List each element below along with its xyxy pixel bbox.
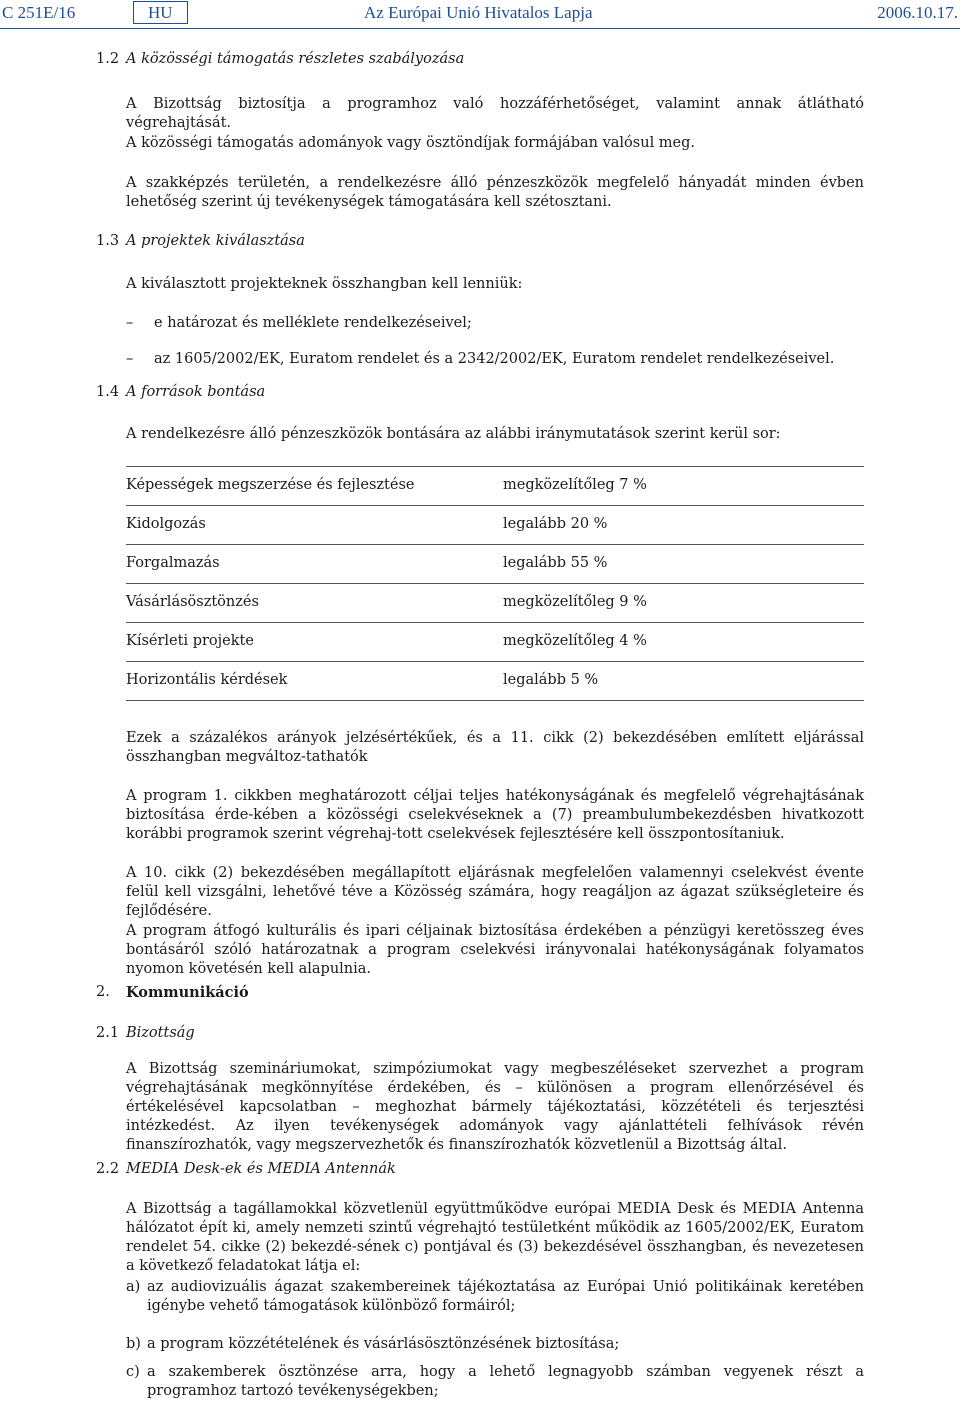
section-title: Bizottság [126,1025,195,1041]
table-row [126,584,864,623]
list-item: a program közzétételének és vásárlásösztönzésének biztosítása; [147,1336,620,1352]
list-item-label: a) [126,1279,141,1295]
language-code-box: HU [133,1,188,24]
paragraph: A kiválasztott projekteknek összhangban kell lenniük: [126,276,523,292]
section-number: 1.2 [96,51,120,67]
list-item: az audiovizuális ágazat szakembereinek tájékoztatása az Európai Unió politikáinak keretében igénybe vehető támogatások különböző formáiról; [147,1279,864,1314]
paragraph: A 10. cikk (2) bekezdésében megállapított eljárásnak megfelelően valamennyi cselekvést évente felül kell vizsgálni, lehetővé téve a Közösség számára, hogy reagáljon az ágazat szükségleteire és fejlődésére. [126,865,864,919]
paragraph: A Bizottság a tagállamokkal közvetlenül együttműködve európai MEDIA Desk és MEDIA Antenna hálózatot épít ki, amely nemzeti szintű végrehajtó testületként működik az 1605/2002/EK, Euratom rendelet 54. cikke (2) bekezdé-sének c) pontjával és (3) bekezdésével összhangban, és nevezetesen a következő feladatokat látja el: [126,1201,864,1274]
table-cell-share: megközelítőleg 7 % [503,477,647,493]
table-cell-share: legalább 5 % [503,672,599,688]
section-number: 2.2 [96,1161,120,1177]
publication-date: 2006.10.17. [877,3,958,22]
table-cell-category: Horizontális kérdések [126,672,288,688]
section-title: A közösségi támogatás részletes szabályozása [126,51,465,67]
paragraph: A Bizottság biztosítja a programhoz való hozzáférhetőséget, valamint annak átlátható végrehajtását. [126,96,864,131]
table-row [126,466,864,506]
list-dash: – [126,351,134,367]
list-item: az 1605/2002/EK, Euratom rendelet és a 2342/2002/EK, Euratom rendelet rendelkezéseivel. [154,351,835,367]
section-number: 1.3 [96,233,120,249]
table-cell-share: legalább 55 % [503,555,608,571]
allocation-table [126,466,864,701]
section-title: MEDIA Desk-ek és MEDIA Antennák [126,1161,396,1177]
table-cell-category: Képességek megszerzése és fejlesztése [126,477,415,493]
journal-reference: C 251E/16 [2,3,76,22]
paragraph: A rendelkezésre álló pénzeszközök bontására az alábbi iránymutatások szerint kerül sor: [126,426,781,442]
table-cell-category: Kísérleti projekte [126,633,254,649]
table-cell-category: Vásárlásösztönzés [126,594,259,610]
paragraph: A program átfogó kulturális és ipari céljainak biztosítása érdekében a pénzügyi keretösszeg éves bontásáról szóló határozatnak a program cselekvési irányvonalai hatékonyságának folyamatos nyomon követésén kell alapulnia. [126,923,864,977]
header-divider [0,28,960,29]
chapter-title: Kommunikáció [126,984,249,1001]
table-row [126,662,864,701]
table-cell-share: legalább 20 % [503,516,608,532]
page-header [0,0,960,30]
table-row [126,623,864,662]
paragraph: Ezek a százalékos arányok jelzésértékűek, és a 11. cikk (2) bekezdésében említett eljárással összhangban megváltoz-tathatók [126,730,864,765]
table-row [126,506,864,545]
table-cell-share: megközelítőleg 9 % [503,594,647,610]
list-item: a szakemberek ösztönzése arra, hogy a lehető legnagyobb számban vegyenek részt a programhoz tartozó tevékenységekben; [147,1364,864,1399]
section-title: A projektek kiválasztása [126,233,305,249]
section-number: 1.4 [96,384,120,400]
list-dash: – [126,315,134,331]
list-item-label: b) [126,1336,141,1352]
table-cell-category: Kidolgozás [126,516,206,532]
paragraph: A közösségi támogatás adományok vagy ösztöndíjak formájában valósul meg. [126,135,696,151]
journal-title: Az Európai Unió Hivatalos Lapja [364,3,593,22]
paragraph: A program 1. cikkben meghatározott céljai teljes hatékonyságának és megfelelő végrehajtásának biztosítása érde-kében a közösségi cselekvéseknek a (7) preambulumbekezdésben hivatkozott korábbi programok szerint végrehaj-tott cselekvések fejlesztésére kell összpontosítaniuk. [126,788,864,842]
table-row [126,545,864,584]
table-cell-category: Forgalmazás [126,555,220,571]
section-title: A források bontása [126,384,266,400]
list-item: e határozat és melléklete rendelkezéseivel; [154,315,472,331]
chapter-number: 2. [96,984,110,1000]
section-number: 2.1 [96,1025,120,1041]
table-cell-share: megközelítőleg 4 % [503,633,647,649]
list-item-label: c) [126,1364,140,1380]
paragraph: A szakképzés területén, a rendelkezésre álló pénzeszközök megfelelő hányadát minden évben lehetőség szerint új tevékenységek támogatására kell szétosztani. [126,175,864,210]
paragraph: A Bizottság szemináriumokat, szimpóziumokat vagy megbeszéléseket szervezhet a program végrehajtásának megkönnyítése érdekében, és – különösen a program ellenőrzésével és értékelésével kapcsolatban – meghozhat bármely tájékoztatási, közzétételi és terjesztési intézkedést. Az ilyen tevékenységek adományok vagy ajánlattételi felhívások révén finanszírozhatók, vagy megszervezhetők és finanszírozhatók közvetlenül a Bizottság által. [126,1061,864,1153]
